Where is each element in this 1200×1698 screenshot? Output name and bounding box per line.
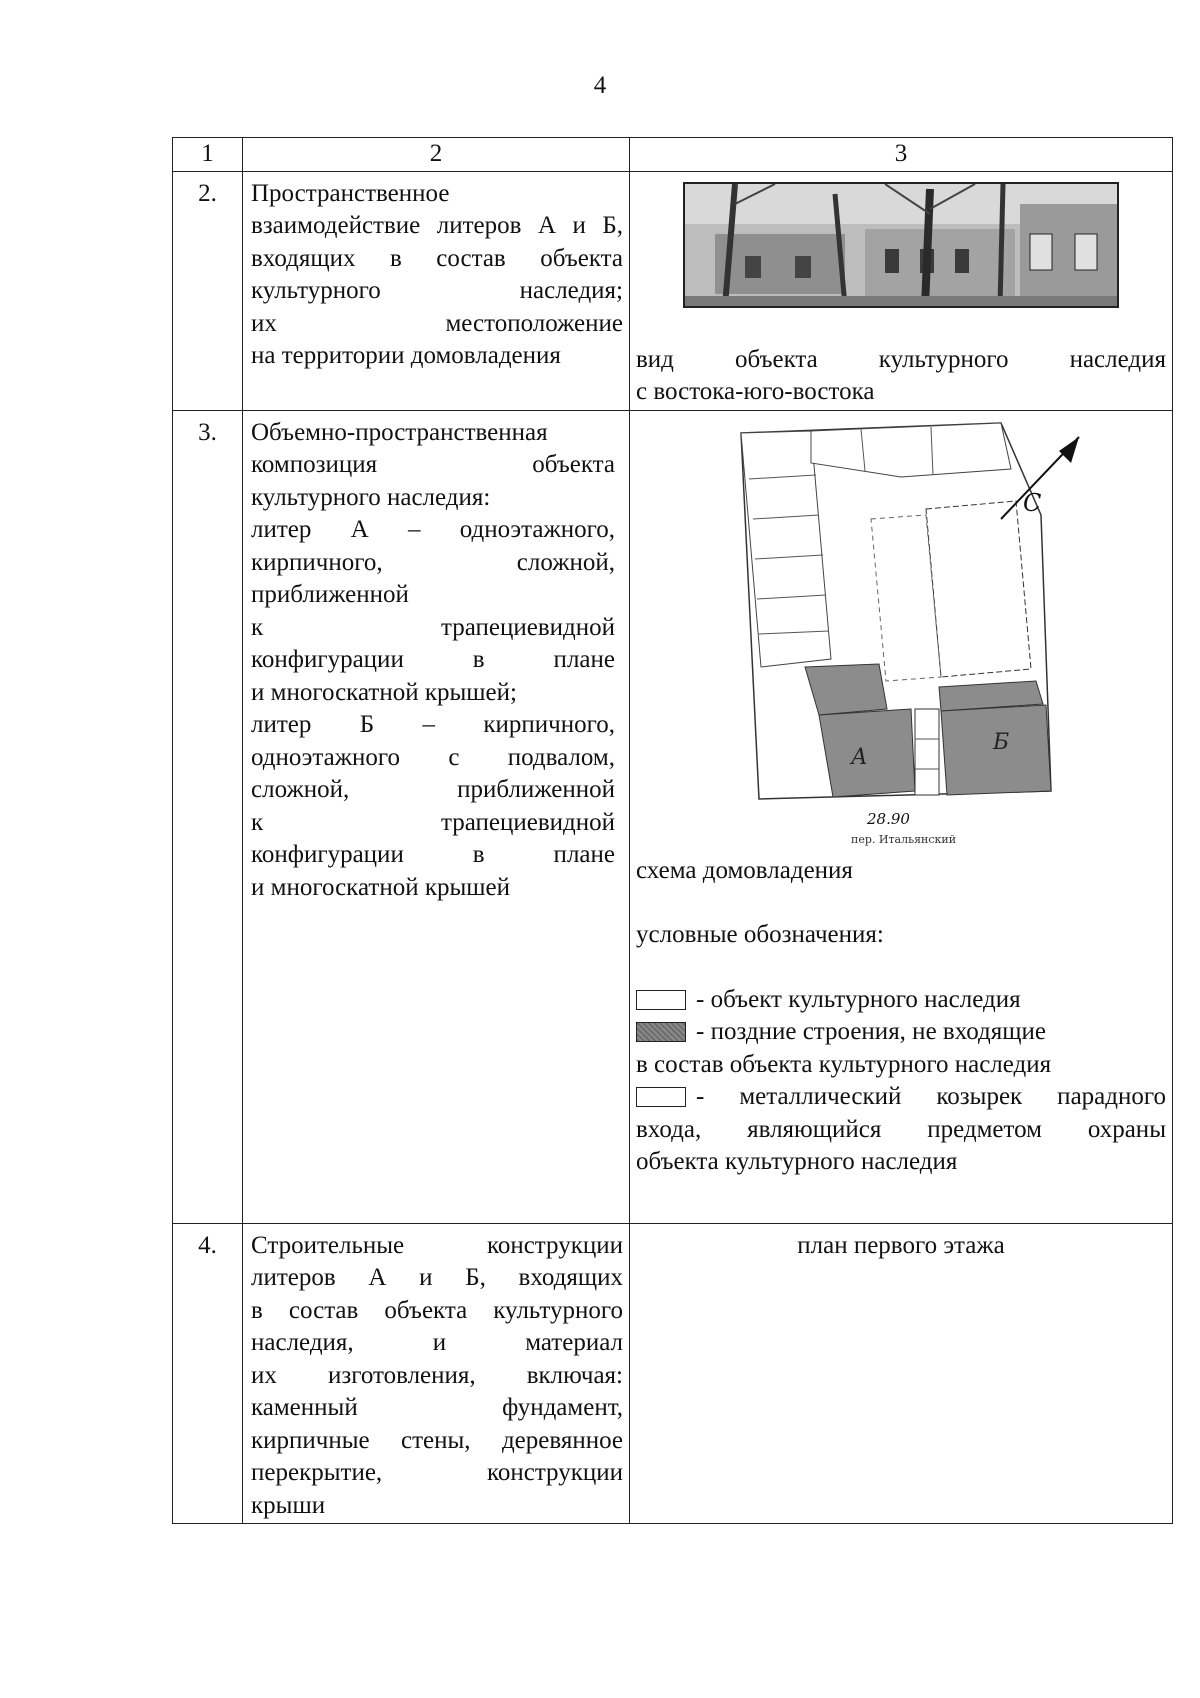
table-row xyxy=(173,1223,1173,1523)
row-number: 2. xyxy=(173,171,243,410)
street-name: пер. Итальянский xyxy=(851,832,957,846)
text-line: крыши xyxy=(251,1491,326,1519)
plan-label-lit-b: Б xyxy=(993,729,1010,755)
text-line: входящих в состав объекта xyxy=(251,244,623,272)
building-photo xyxy=(683,182,1119,308)
text-line: одноэтажного с подвалом, xyxy=(251,743,615,771)
text-line: и многоскатной крышей xyxy=(251,873,510,901)
header-cell-2: 2 xyxy=(243,138,630,172)
legend-text: - поздние строения, не входящие xyxy=(696,1018,1046,1045)
text-line: их изготовления, включая: xyxy=(251,1361,623,1389)
text-line: и многоскатной крышей; xyxy=(251,678,517,706)
heritage-table xyxy=(172,137,1173,1524)
legend-swatch-canopy xyxy=(636,1087,686,1107)
plan-label-lit-a: А xyxy=(851,744,868,770)
text-line: композиция объекта xyxy=(251,451,615,478)
table-row xyxy=(173,410,1173,1223)
north-label: С xyxy=(1023,488,1042,517)
legend-item xyxy=(636,1016,1166,1049)
text-line: культурного наследия: xyxy=(251,483,491,511)
text-line: Пространственное xyxy=(251,179,450,207)
legend-text: в состав объекта культурного наследия xyxy=(636,1050,1052,1078)
text-line: литер Б – кирпичного, xyxy=(251,711,615,738)
legend-swatch-late-buildings xyxy=(636,1022,686,1042)
page-number: 4 xyxy=(593,72,607,99)
text-line: сложной, приближенной xyxy=(251,776,615,803)
legend-item xyxy=(636,984,1166,1017)
text-line: литеров А и Б, входящих xyxy=(251,1264,623,1291)
row-description xyxy=(243,410,630,1223)
text-line: литер А – одноэтажного, xyxy=(251,516,615,543)
legend-text: входа, являющийся предметом охраны xyxy=(636,1115,1166,1143)
text-line: Объемно-пространственная xyxy=(251,418,548,446)
row-description xyxy=(243,171,630,410)
text-line: в состав объекта культурного xyxy=(251,1296,623,1324)
header-cell-1: 1 xyxy=(173,138,243,172)
scheme-title: схема домовладения xyxy=(636,856,853,884)
header-cell-3: 3 xyxy=(630,138,1173,172)
row-illustration xyxy=(630,410,1173,1223)
text-line: кирпичные стены, деревянное xyxy=(251,1426,623,1454)
text-line: Строительные конструкции xyxy=(251,1231,623,1259)
text-line: на территории домовладения xyxy=(251,342,561,369)
legend-text: - металлический козырек парадного xyxy=(696,1083,1166,1110)
text-line: конфигурации в плане xyxy=(251,841,615,868)
text-line: конфигурации в плане xyxy=(251,646,615,673)
row-number: 3. xyxy=(173,410,243,1223)
legend-title: условные обозначения: xyxy=(636,921,884,948)
floor-plan-title: план первого этажа xyxy=(797,1231,1005,1259)
text-line: их местоположение xyxy=(251,309,623,337)
table-row xyxy=(173,171,1173,410)
text-line: наследия, и материал xyxy=(251,1329,623,1356)
row-number: 4. xyxy=(173,1223,243,1523)
photo-caption: вид объекта культурного наследия xyxy=(636,345,1166,373)
text-line: к трапециевидной xyxy=(251,613,615,641)
legend-text: - объект культурного наследия xyxy=(696,985,1021,1013)
street-dimension: 28.90 xyxy=(867,809,910,828)
text-line: культурного наследия; xyxy=(251,277,623,304)
text-line: перекрытие, конструкции xyxy=(251,1459,623,1486)
row-description xyxy=(243,1223,630,1523)
photo-caption: с востока-юго-востока xyxy=(636,378,875,405)
row-illustration xyxy=(630,171,1173,410)
text-line: взаимодействие литеров А и Б, xyxy=(251,212,623,239)
legend-swatch-heritage xyxy=(636,990,686,1010)
text-line: кирпичного, сложной, xyxy=(251,548,615,576)
text-line: к трапециевидной xyxy=(251,808,615,836)
text-line: каменный фундамент, xyxy=(251,1394,623,1421)
legend-text: объекта культурного наследия xyxy=(636,1148,958,1175)
legend-item xyxy=(636,1081,1166,1114)
text-line: приближенной xyxy=(251,581,409,608)
site-plan xyxy=(701,419,1101,851)
header-row xyxy=(173,138,1173,172)
row-illustration xyxy=(630,1223,1173,1523)
